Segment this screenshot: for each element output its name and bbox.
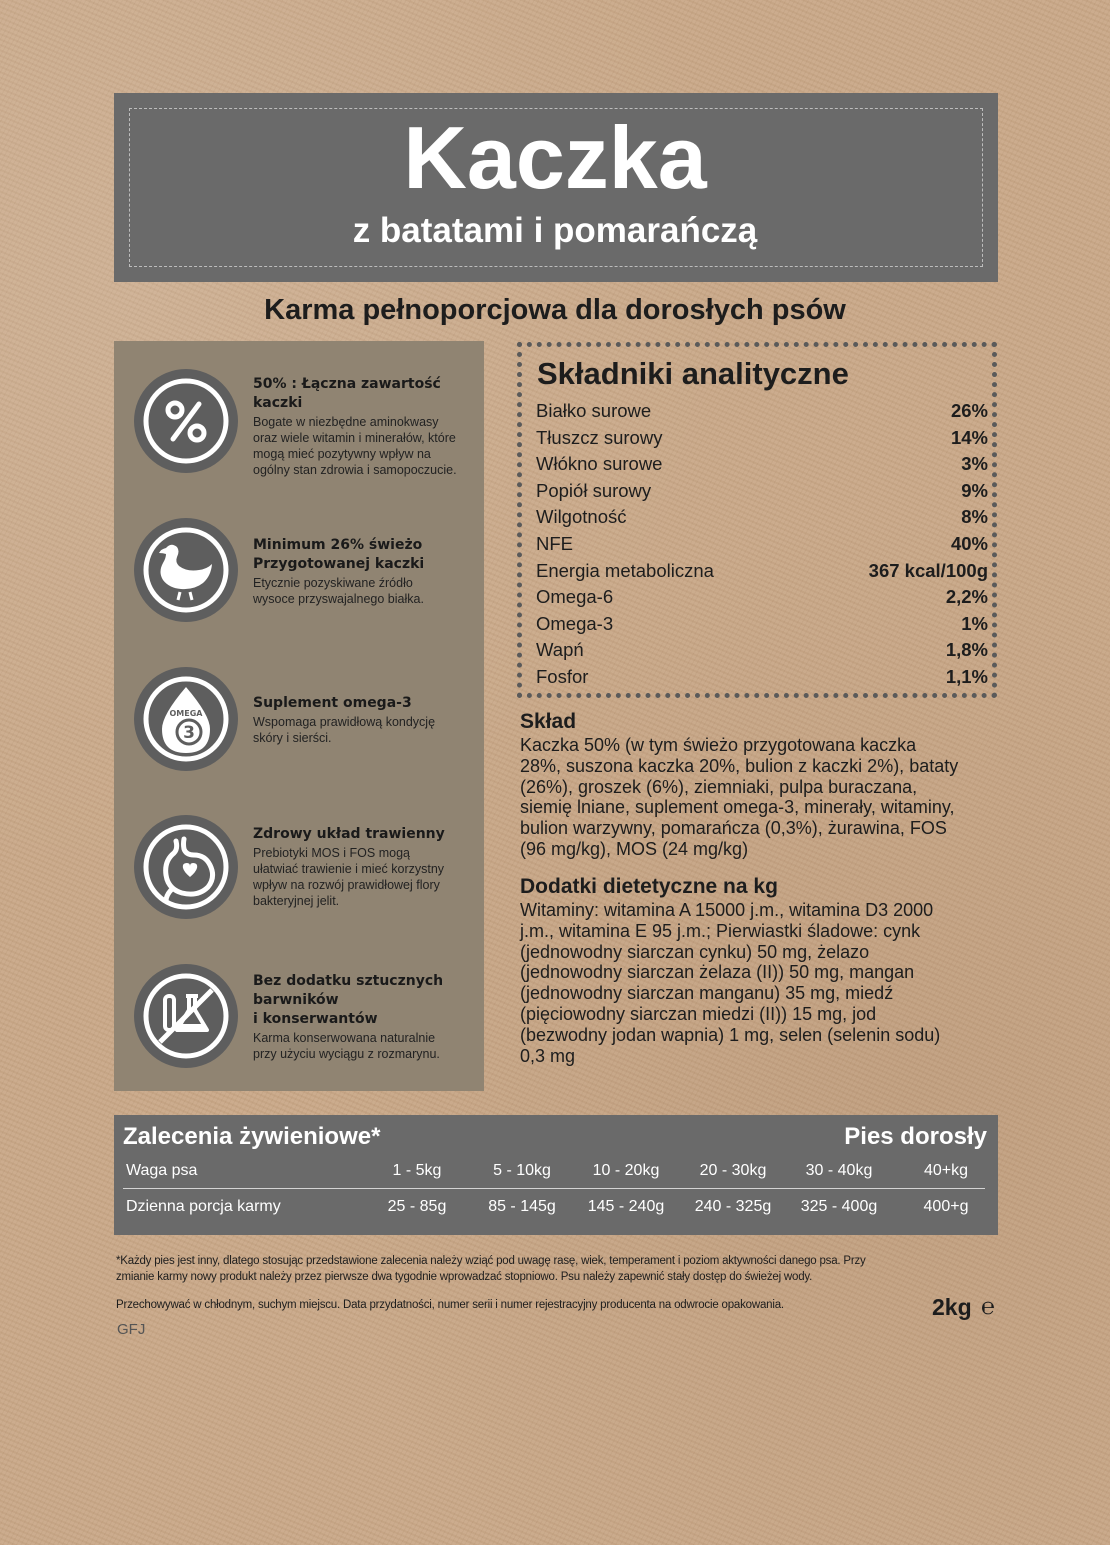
- net-weight: 2kg: [932, 1294, 972, 1320]
- analytics-name: Tłuszcz surowy: [536, 426, 663, 448]
- duck-icon: [132, 516, 240, 624]
- stomach-heart-icon: [132, 813, 240, 921]
- omega-number: 3: [183, 723, 195, 743]
- feeding-cell: 400+g: [923, 1198, 969, 1215]
- additives-line: j.m., witamina E 95 j.m.; Pierwiastki śladowe: cynk: [520, 920, 921, 941]
- feeding-divider: [123, 1188, 985, 1189]
- estimated-sign-icon: ℮: [981, 1294, 995, 1320]
- feature-title-line: Bez dodatku sztucznych: [253, 973, 444, 989]
- feature-desc-line: wysoce przyswajalnego białka.: [253, 592, 424, 606]
- feeding-cell: 145 - 240g: [587, 1198, 665, 1215]
- analytics-table: [536, 398, 988, 691]
- additives-line: (jednowodny siarczan żelaza (II)) 50 mg, mangan: [520, 962, 915, 983]
- analytics-name: Popiół surowy: [536, 479, 652, 501]
- feeding-heading: Zalecenia żywieniowe*: [123, 1123, 381, 1150]
- omega3-drop-icon: [132, 665, 240, 773]
- feature-desc-line: Prebiotyki MOS i FOS mogą: [253, 846, 410, 860]
- feature-title-line: Suplement omega-3: [253, 695, 412, 711]
- features-panel: [114, 341, 484, 1091]
- additives-line: (jednowodny siarczan cynku) 50 mg, żelazo: [520, 941, 870, 962]
- composition-line: bulion warzywny, pomarańcza (0,3%), żurawina, FOS: [520, 818, 947, 839]
- analytics-value: 367 kcal/100g: [868, 559, 988, 581]
- feeding-cell: 1 - 5kg: [392, 1162, 442, 1179]
- composition-line: siemię lniane, suplement omega-3, minerały, witaminy,: [520, 797, 955, 818]
- feature-title-line: 50% : Łączna zawartość: [253, 376, 441, 392]
- analytics-row: [536, 531, 988, 558]
- analytics-name: NFE: [536, 532, 573, 554]
- no-chemicals-icon: [132, 962, 240, 1070]
- feature-desc-line: Bogate w niezbędne aminokwasy: [253, 415, 439, 429]
- composition-line: Kaczka 50% (w tym świeżo przygotowana kaczka: [520, 735, 917, 755]
- feature-title-line: Przygotowanej kaczki: [253, 556, 425, 572]
- feature-desc-line: oraz wiele witamin i minerałów, które: [253, 431, 456, 445]
- feeding-cell: 40+kg: [923, 1162, 969, 1179]
- product-subtitle: z batatami i pomarańczą: [352, 211, 758, 250]
- footnote-line: *Każdy pies jest inny, dlatego stosując przedstawione zalecenia należy wziąć pod uwagę rasę, wiek, temperament i poziom aktywności danego psa. Przy: [116, 1255, 866, 1267]
- feature-desc-line: skóry i sierści.: [253, 731, 332, 745]
- omega-label: OMEGA: [169, 709, 203, 718]
- analytics-name: Wapń: [536, 639, 584, 661]
- feature-title-line: Zdrowy układ trawienny: [253, 826, 445, 842]
- feature-desc-line: mogą mieć pozytywny wpływ na: [253, 447, 431, 461]
- feeding-dog-type: Pies dorosły: [844, 1123, 987, 1150]
- analytics-row: [536, 504, 988, 531]
- analytics-name: Białko surowe: [536, 400, 652, 421]
- analytics-value: 1%: [961, 612, 988, 634]
- analytics-name: Włókno surowe: [536, 453, 663, 475]
- feeding-cell: 10 - 20kg: [592, 1162, 660, 1179]
- analytics-value: 1,8%: [945, 639, 988, 661]
- footnote-line: zmianie karmy nowy produkt należy przez pierwsze dwa tygodnie wprowadzać stopniowo. Psu należy zapewnić stały dostęp do świeżej wody.: [116, 1271, 813, 1283]
- analytics-value: 3%: [961, 453, 988, 475]
- storage-note: Przechowywać w chłodnym, suchym miejscu. Data przydatności, numer serii i numer rejestracyjny producenta na odwrocie opakowania.: [116, 1299, 784, 1311]
- analytics-name: Wilgotność: [536, 506, 627, 528]
- feature-title-line: Minimum 26% świeżo: [253, 537, 423, 553]
- analytics-name: Omega-6: [536, 586, 614, 608]
- feeding-cell: 25 - 85g: [387, 1198, 447, 1215]
- analytics-title: Składniki analityczne: [537, 356, 849, 391]
- composition-section: [520, 709, 995, 860]
- composition-line: (96 mg/kg), MOS (24 mg/kg): [520, 838, 749, 859]
- analytics-name: Fosfor: [536, 665, 589, 687]
- analytics-value: 26%: [950, 400, 988, 421]
- analytics-row: [536, 425, 988, 452]
- product-tagline: Karma pełnoporcjowa dla dorosłych psów: [264, 294, 846, 326]
- feeding-cell: 85 - 145g: [488, 1198, 556, 1215]
- analytics-row: [536, 451, 988, 478]
- feeding-cell: 5 - 10kg: [493, 1162, 551, 1179]
- feature-title-line: i konserwantów: [253, 1011, 378, 1027]
- analytics-row: [536, 398, 988, 425]
- feeding-cell: 325 - 400g: [800, 1198, 878, 1215]
- analytics-name: Omega-3: [536, 612, 614, 634]
- footnote: [116, 1253, 1001, 1285]
- analytics-value: 9%: [961, 479, 988, 501]
- feeding-row-label: Waga psa: [126, 1162, 198, 1179]
- feature-desc-line: przy użyciu wyciągu z rozmarynu.: [253, 1047, 440, 1061]
- additives-section: [520, 874, 995, 1066]
- percent-icon: [132, 367, 240, 475]
- additives-line: 0,3 mg: [520, 1045, 576, 1066]
- analytics-row: [536, 478, 988, 505]
- product-code: GFJ: [117, 1321, 146, 1338]
- analytics-row: [536, 611, 988, 638]
- feeding-cell: 30 - 40kg: [805, 1162, 873, 1179]
- feature-desc-line: Karma konserwowana naturalnie: [253, 1031, 436, 1045]
- feeding-table: [114, 1115, 998, 1235]
- feature-title-line: barwników: [253, 992, 339, 1008]
- feeding-row-weight: [126, 1156, 986, 1186]
- analytics-value: 2,2%: [945, 586, 988, 608]
- additives-line: (jednowodny siarczan manganu) 35 mg, miedź: [520, 983, 894, 1004]
- feature-desc-line: bakteryjnej jelit.: [253, 894, 340, 908]
- additives-heading: Dodatki dietetyczne na kg: [520, 875, 778, 898]
- composition-line: 28%, suszona kaczka 20%, bulion z kaczki 2%), bataty: [520, 755, 959, 776]
- analytics-value: 1,1%: [945, 665, 988, 687]
- feature-desc-line: ułatwiać trawienie i mieć korzystny: [253, 862, 445, 876]
- analytics-value: 14%: [950, 426, 988, 448]
- additives-line: (pięciowodny siarczan miedzi (II)) 15 mg, jod: [520, 1003, 877, 1024]
- analytics-value: 8%: [961, 506, 988, 528]
- composition-line: (26%), groszek (6%), ziemniaki, pulpa buraczana,: [520, 776, 918, 797]
- feeding-cell: 240 - 325g: [694, 1198, 772, 1215]
- feeding-row-portion: [126, 1192, 986, 1222]
- analytics-row: [536, 558, 988, 585]
- additives-line: Witaminy: witamina A 15000 j.m., witamina D3 2000: [520, 900, 934, 920]
- additives-line: (bezwodny jodan wapnia) 1 mg, selen (selenin sodu): [520, 1024, 941, 1045]
- analytics-name: Energia metaboliczna: [536, 559, 714, 581]
- feeding-cell: 20 - 30kg: [699, 1162, 767, 1179]
- feature-desc-line: wpływ na rozwój prawidłowej flory: [253, 878, 440, 892]
- feeding-row-label: Dzienna porcja karmy: [126, 1198, 281, 1215]
- analytics-row: [536, 664, 988, 691]
- analytics-value: 40%: [950, 532, 988, 554]
- product-title: Kaczka: [403, 108, 707, 207]
- feature-desc-line: ogólny stan zdrowia i samopoczucie.: [253, 463, 457, 477]
- feature-desc-line: Etycznie pozyskiwane źródło: [253, 576, 413, 590]
- analytics-row: [536, 584, 988, 611]
- feature-title-line: kaczki: [253, 395, 303, 411]
- feature-desc-line: Wspomaga prawidłową kondycję: [253, 715, 436, 729]
- analytics-row: [536, 637, 988, 664]
- composition-heading: Skład: [520, 710, 577, 733]
